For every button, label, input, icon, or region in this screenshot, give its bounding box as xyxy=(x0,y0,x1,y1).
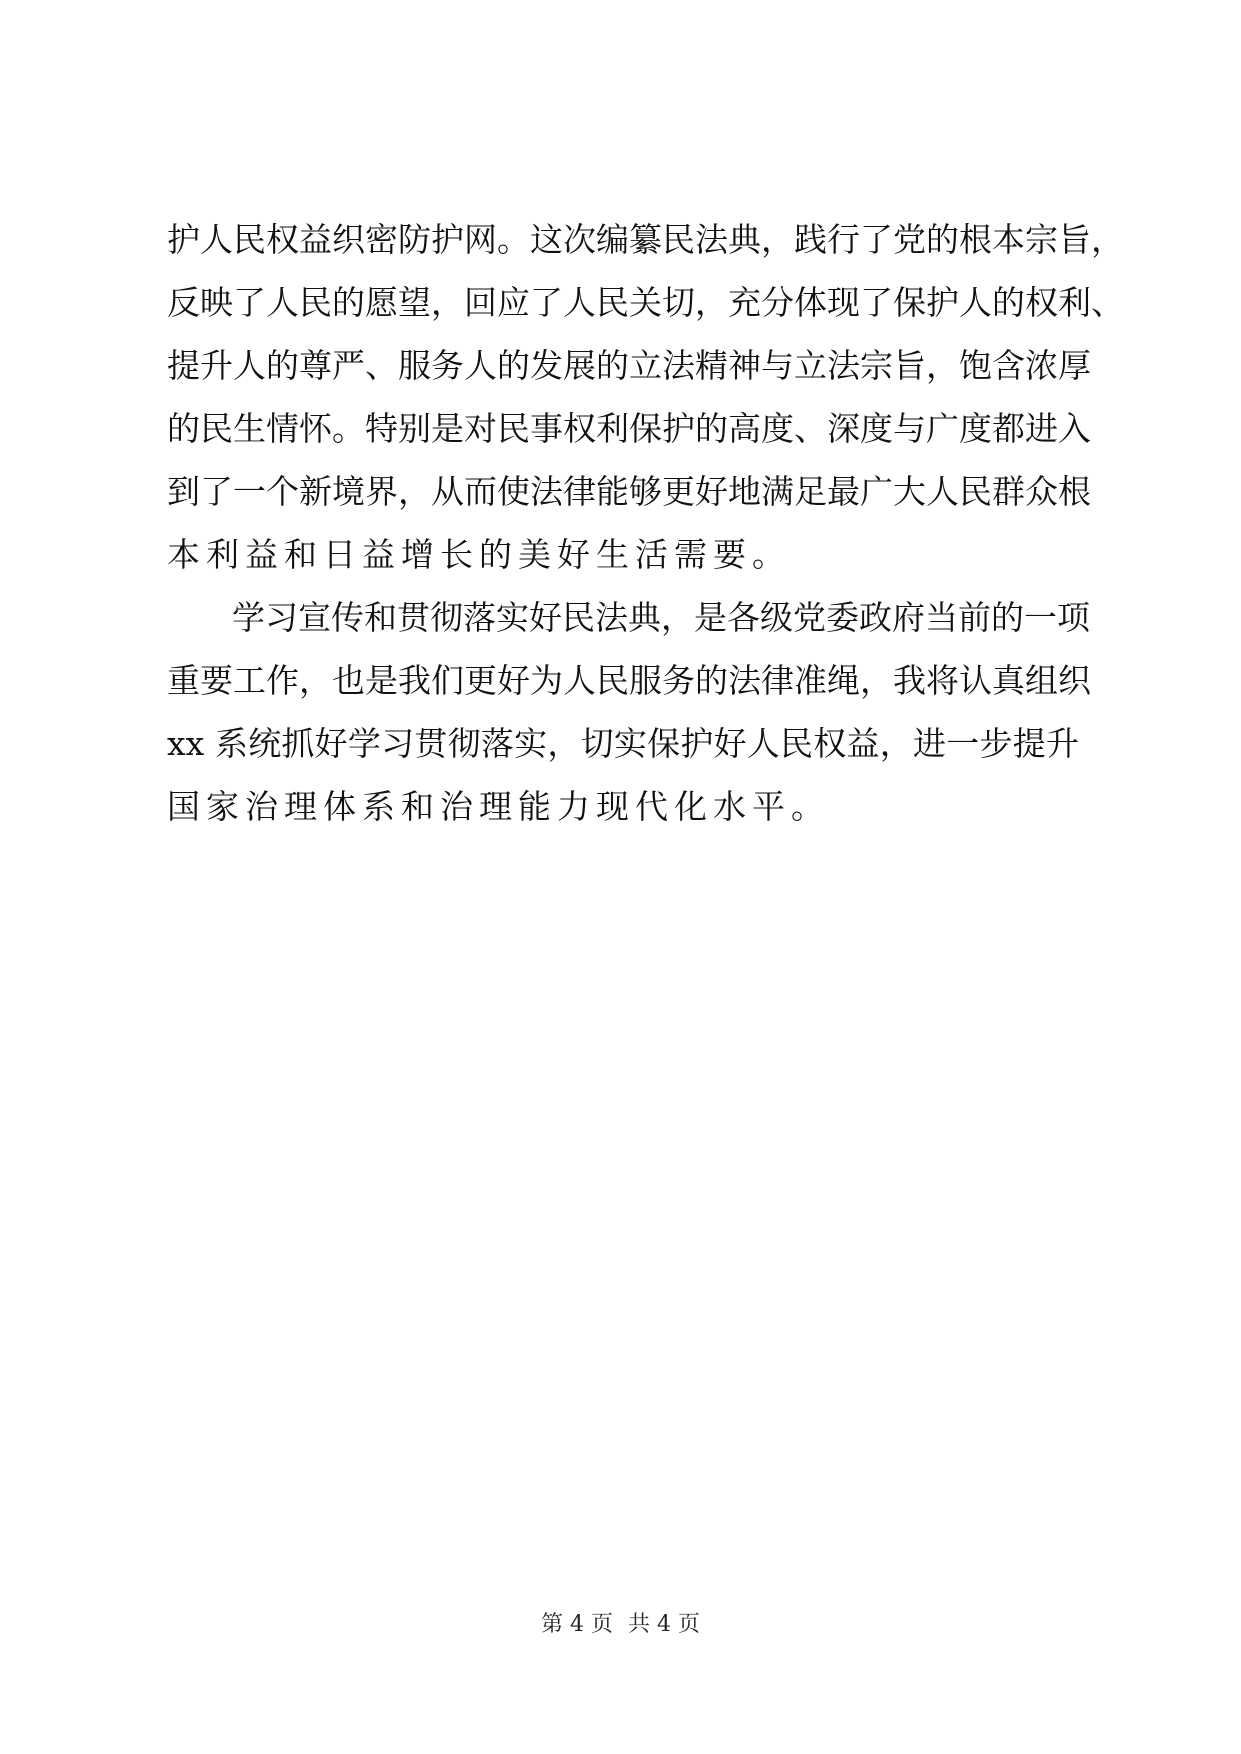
text-line: 本利益和日益增长的美好生活需要。 xyxy=(167,535,791,574)
document-body xyxy=(167,208,1124,838)
page-footer xyxy=(0,1610,1241,1640)
page-number: 第 4 页 xyxy=(541,1612,613,1637)
page-total: 共 4 页 xyxy=(628,1612,700,1637)
text-line: 重要工作，也是我们更好为人民服务的法律准绳，我将认真组织 xyxy=(167,661,1091,700)
text-line: 提升人的尊严、服务人的发展的立法精神与立法宗旨，饱含浓厚 xyxy=(167,346,1091,385)
text-line: xx 系统抓好学习贯彻落实，切实保护好人民权益，进一步提升 xyxy=(167,724,1079,763)
text-line: 反映了人民的愿望，回应了人民关切，充分体现了保护人的权利、 xyxy=(167,283,1124,322)
paragraph-conclusion xyxy=(167,586,1091,838)
text-line: 的民生情怀。特别是对民事权利保护的高度、深度与广度都进入 xyxy=(167,409,1091,448)
paragraph-continuation xyxy=(167,208,1124,586)
text-line: 学习宣传和贯彻落实好民法典，是各级党委政府当前的一项 xyxy=(232,598,1090,637)
text-line: 护人民权益织密防护网。这次编纂民法典，践行了党的根本宗旨， xyxy=(167,220,1124,259)
text-line: 到了一个新境界，从而使法律能够更好地满足最广大人民群众根 xyxy=(167,472,1091,511)
text-line: 国家治理体系和治理能力现代化水平。 xyxy=(167,787,830,826)
